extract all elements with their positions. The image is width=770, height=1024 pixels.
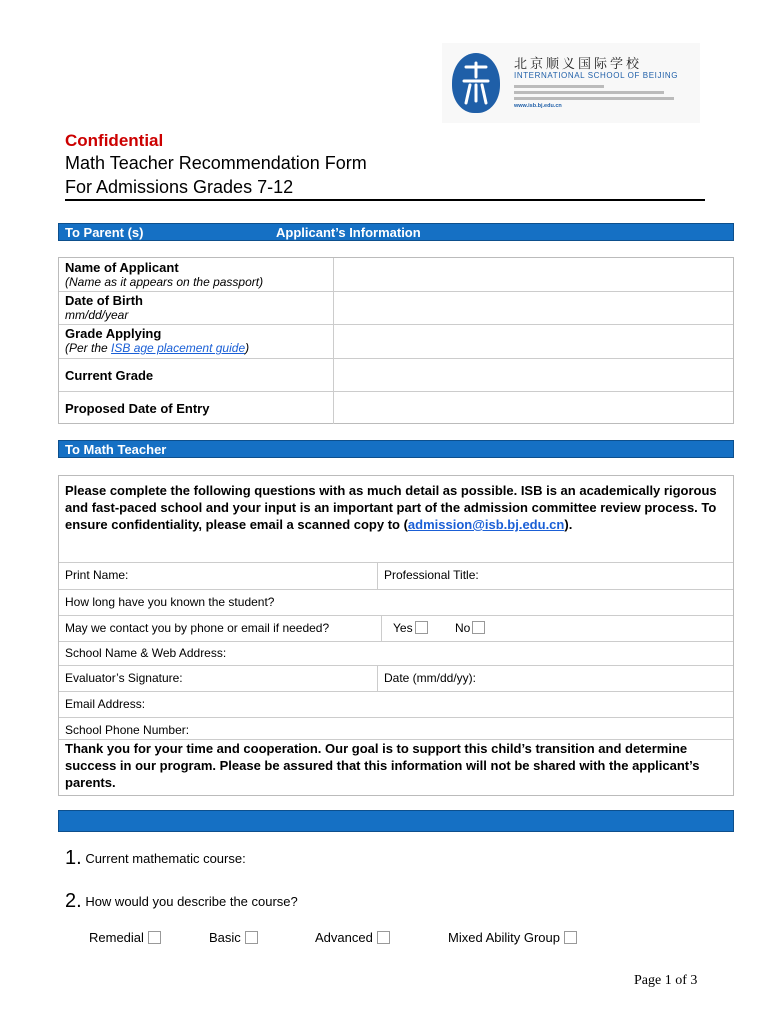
section-label-math-teacher: To Math Teacher xyxy=(65,442,167,457)
question-1 xyxy=(65,847,246,870)
dob-label: Date of Birth xyxy=(65,293,143,308)
row-print-name xyxy=(59,562,733,589)
admission-email-link[interactable]: admission@isb.bj.edu.cn xyxy=(407,517,565,532)
row-applicant-name xyxy=(59,258,733,292)
row-phone xyxy=(59,717,733,739)
school-chinese-name: 北京顺义国际学校 xyxy=(514,57,643,72)
school-english-name: INTERNATIONAL SCHOOL OF BEIJING xyxy=(514,71,679,80)
option-remedial-checkbox[interactable] xyxy=(148,931,161,944)
title-divider xyxy=(65,199,705,201)
confidential-label: Confidential xyxy=(65,131,164,150)
row-grade-applying xyxy=(59,325,733,359)
applicant-info-table xyxy=(58,257,734,424)
grade-applying-label: Grade Applying xyxy=(65,326,162,341)
section-bar-math-teacher xyxy=(58,440,734,458)
option-remedial xyxy=(89,930,161,945)
option-advanced-checkbox[interactable] xyxy=(377,931,390,944)
option-advanced xyxy=(315,930,390,945)
print-name-label: Print Name: xyxy=(65,568,129,582)
option-mixed-ability-checkbox[interactable] xyxy=(564,931,577,944)
option-mixed-ability xyxy=(448,930,577,945)
dob-hint: mm/dd/year xyxy=(65,308,129,322)
question-2-number: 2. xyxy=(65,890,82,912)
current-grade-label: Current Grade xyxy=(65,368,154,383)
section-label-applicant-info: Applicant’s Information xyxy=(276,225,421,240)
applicant-name-hint: (Name as it appears on the passport) xyxy=(65,275,264,289)
row-contact-permission xyxy=(59,615,733,641)
form-subtitle: For Admissions Grades 7-12 xyxy=(65,177,294,197)
thanks-message: Thank you for your time and cooperation. Our goal is to support this child’s transition and determine success in our program. Please be assured that this information will not be shared with the applicant’s parents. xyxy=(65,741,700,790)
yes-checkbox[interactable] xyxy=(415,621,428,634)
grade-hint-suffix: ) xyxy=(245,341,250,355)
form-title: Math Teacher Recommendation Form xyxy=(65,153,367,173)
no-label: No xyxy=(455,621,471,635)
school-address-lines xyxy=(514,83,694,100)
option-mixed-ability-label: Mixed Ability Group xyxy=(448,930,560,945)
section-bar-questions xyxy=(58,810,734,832)
teacher-section xyxy=(58,475,734,796)
entry-date-field[interactable] xyxy=(333,392,733,424)
applicant-name-field[interactable] xyxy=(333,258,733,291)
school-name-label: School Name & Web Address: xyxy=(65,646,227,660)
age-placement-guide-link[interactable]: ISB age placement guide xyxy=(111,341,246,355)
grade-applying-field[interactable] xyxy=(333,325,733,358)
contact-question-label: May we contact you by phone or email if needed? xyxy=(65,621,330,635)
row-current-grade xyxy=(59,359,733,392)
row-signature xyxy=(59,665,733,691)
instructions-text: Please complete the following questions with as much detail as possible. ISB is an academically rigorous and fast-paced school and your input is an important part of the admission committee review process. To ensure confidentiality, please email a scanned copy to ( xyxy=(65,483,717,532)
email-label: Email Address: xyxy=(65,697,146,711)
dob-field[interactable] xyxy=(333,292,733,324)
professional-title-label: Professional Title: xyxy=(384,568,479,582)
date-label: Date (mm/dd/yy): xyxy=(384,671,477,685)
no-checkbox[interactable] xyxy=(472,621,485,634)
question-1-text: Current mathematic course: xyxy=(85,851,246,866)
current-grade-field[interactable] xyxy=(333,359,733,391)
yes-label: Yes xyxy=(393,621,413,635)
page-number: Page 1 of 3 xyxy=(634,973,698,988)
school-emblem-icon xyxy=(452,53,500,113)
option-remedial-label: Remedial xyxy=(89,930,144,945)
entry-date-label: Proposed Date of Entry xyxy=(65,401,210,416)
teacher-instructions xyxy=(65,482,725,533)
question-1-number: 1. xyxy=(65,847,82,869)
section-label-parent: To Parent (s) xyxy=(65,225,144,240)
option-basic xyxy=(209,930,258,945)
row-school-name xyxy=(59,641,733,665)
option-basic-checkbox[interactable] xyxy=(245,931,258,944)
school-website: www.isb.bj.edu.cn xyxy=(514,103,562,109)
grade-hint-prefix: (Per the xyxy=(65,341,112,355)
instructions-end: ). xyxy=(564,517,573,532)
question-2-text: How would you describe the course? xyxy=(85,894,298,909)
phone-label: School Phone Number: xyxy=(65,723,190,737)
school-logo xyxy=(442,43,700,123)
row-email xyxy=(59,691,733,717)
section-bar-parent xyxy=(58,223,734,241)
option-basic-label: Basic xyxy=(209,930,241,945)
signature-label: Evaluator’s Signature: xyxy=(65,671,183,685)
row-known-student xyxy=(59,589,733,615)
applicant-name-label: Name of Applicant xyxy=(65,260,179,275)
option-advanced-label: Advanced xyxy=(315,930,373,945)
known-student-label: How long have you known the student? xyxy=(65,595,275,609)
row-date-of-birth xyxy=(59,292,733,325)
row-thanks xyxy=(59,739,733,795)
question-2 xyxy=(65,890,298,913)
row-entry-date xyxy=(59,392,733,424)
